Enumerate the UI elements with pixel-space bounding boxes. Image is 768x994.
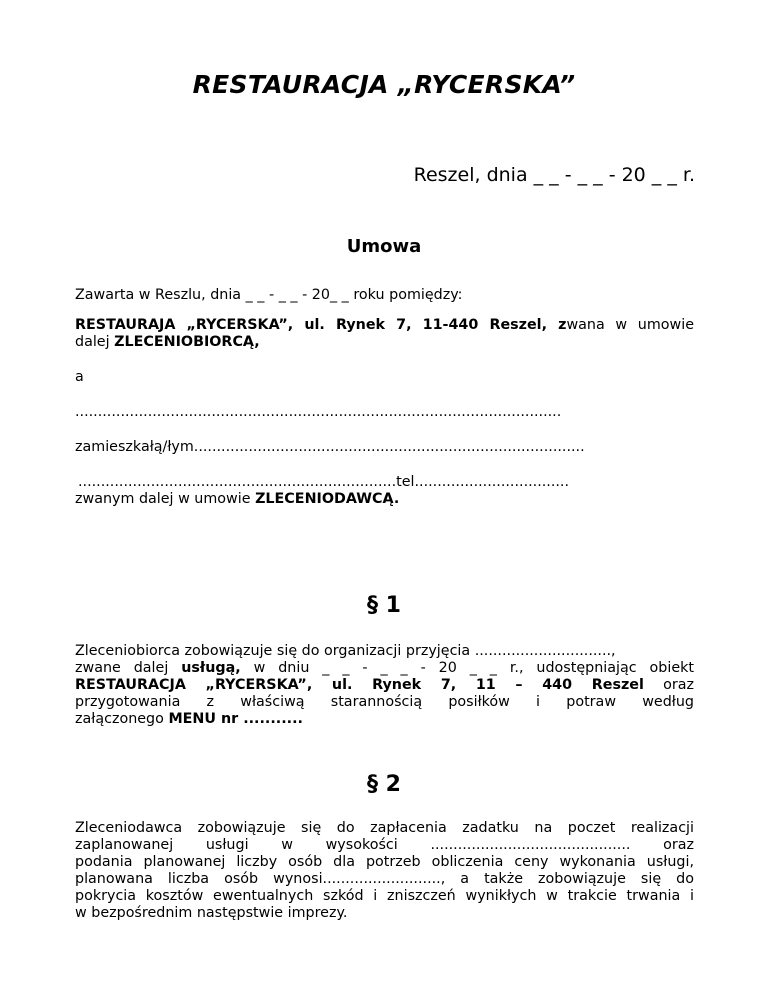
contractor-line2-pre: dalej (75, 334, 115, 350)
client-name-blank: ........................................................................................................... (75, 404, 562, 420)
contractor-role: ZLECENIOBIORCĄ, (114, 334, 260, 350)
s2-line-4: planowana liczba osób wynosi.........................., a także zobowiązuje się do (75, 871, 694, 887)
s2-line-5: pokrycia kosztów ewentualnych szkód i zniszczeń wynikłych w trakcie trwania i (75, 888, 694, 904)
client-address-tel-blank: ......................................................................tel.................................. (78, 474, 570, 490)
contractor-mid: wana w umowie (566, 317, 694, 333)
contract-intro: Zawarta w Reszlu, dnia _ _ - _ _ - 20_ _ roku pomiędzy: (75, 287, 463, 303)
s1-venue: RESTAURACJA „RYCERSKA”, ul. Rynek 7, 11 – 440 Reszel (75, 677, 644, 693)
conjunction-a: a (75, 369, 84, 385)
s1-line-3-post: oraz (643, 677, 694, 693)
s2-line-1: Zleceniodawca zobowiązuje się do zapłacenia zadatku na poczet realizacji (75, 820, 694, 836)
s1-line-3 (75, 677, 694, 694)
section-2-body (75, 820, 694, 922)
s1-line-5 (75, 711, 694, 728)
client-role: ZLECENIODAWCĄ. (255, 491, 400, 507)
party-contractor (75, 317, 694, 351)
s2-line-3: podania planowanej liczby osób dla potrzeb obliczenia ceny wykonania usługi, (75, 854, 694, 870)
section-1-heading: § 1 (367, 593, 401, 618)
section-2-heading: § 2 (367, 772, 401, 797)
document-title: RESTAURACJA „RYCERSKA” (192, 70, 576, 99)
s1-line-2-pre: zwane dalej (75, 660, 182, 676)
s1-service-term: usługą, (181, 660, 241, 676)
s1-line-5-pre: załączonego (75, 711, 169, 727)
client-line-pre: zwanym dalej w umowie (75, 491, 256, 507)
party-client (75, 474, 694, 508)
contract-heading: Umowa (346, 236, 422, 257)
s2-line-2: zaplanowanej usługi w wysokości ............................................ oraz (75, 837, 694, 853)
client-residence-blank: zamieszkałą/łym...................................................................................... (75, 439, 585, 455)
s1-line-1: Zleceniobiorca zobowiązuje się do organizacji przyjęcia .............................., (75, 643, 616, 659)
section-1-body (75, 643, 694, 728)
s1-line-4: przygotowania z właściwą starannością posiłków i potraw według (75, 694, 694, 710)
s2-line-6: w bezpośrednim następstwie imprezy. (75, 905, 348, 921)
s1-line-2-post: w dniu _ _ - _ _ - 20 _ _ r., udostępniając obiekt (240, 660, 695, 676)
place-date-line: Reszel, dnia _ _ - _ _ - 20 _ _ r. (413, 164, 695, 186)
s1-menu-number: MENU nr ........... (168, 711, 303, 727)
s1-line-2 (75, 660, 694, 677)
contractor-name: RESTAURAJA „RYCERSKA”, ul. Rynek 7, 11-440 Reszel, z (75, 317, 567, 333)
